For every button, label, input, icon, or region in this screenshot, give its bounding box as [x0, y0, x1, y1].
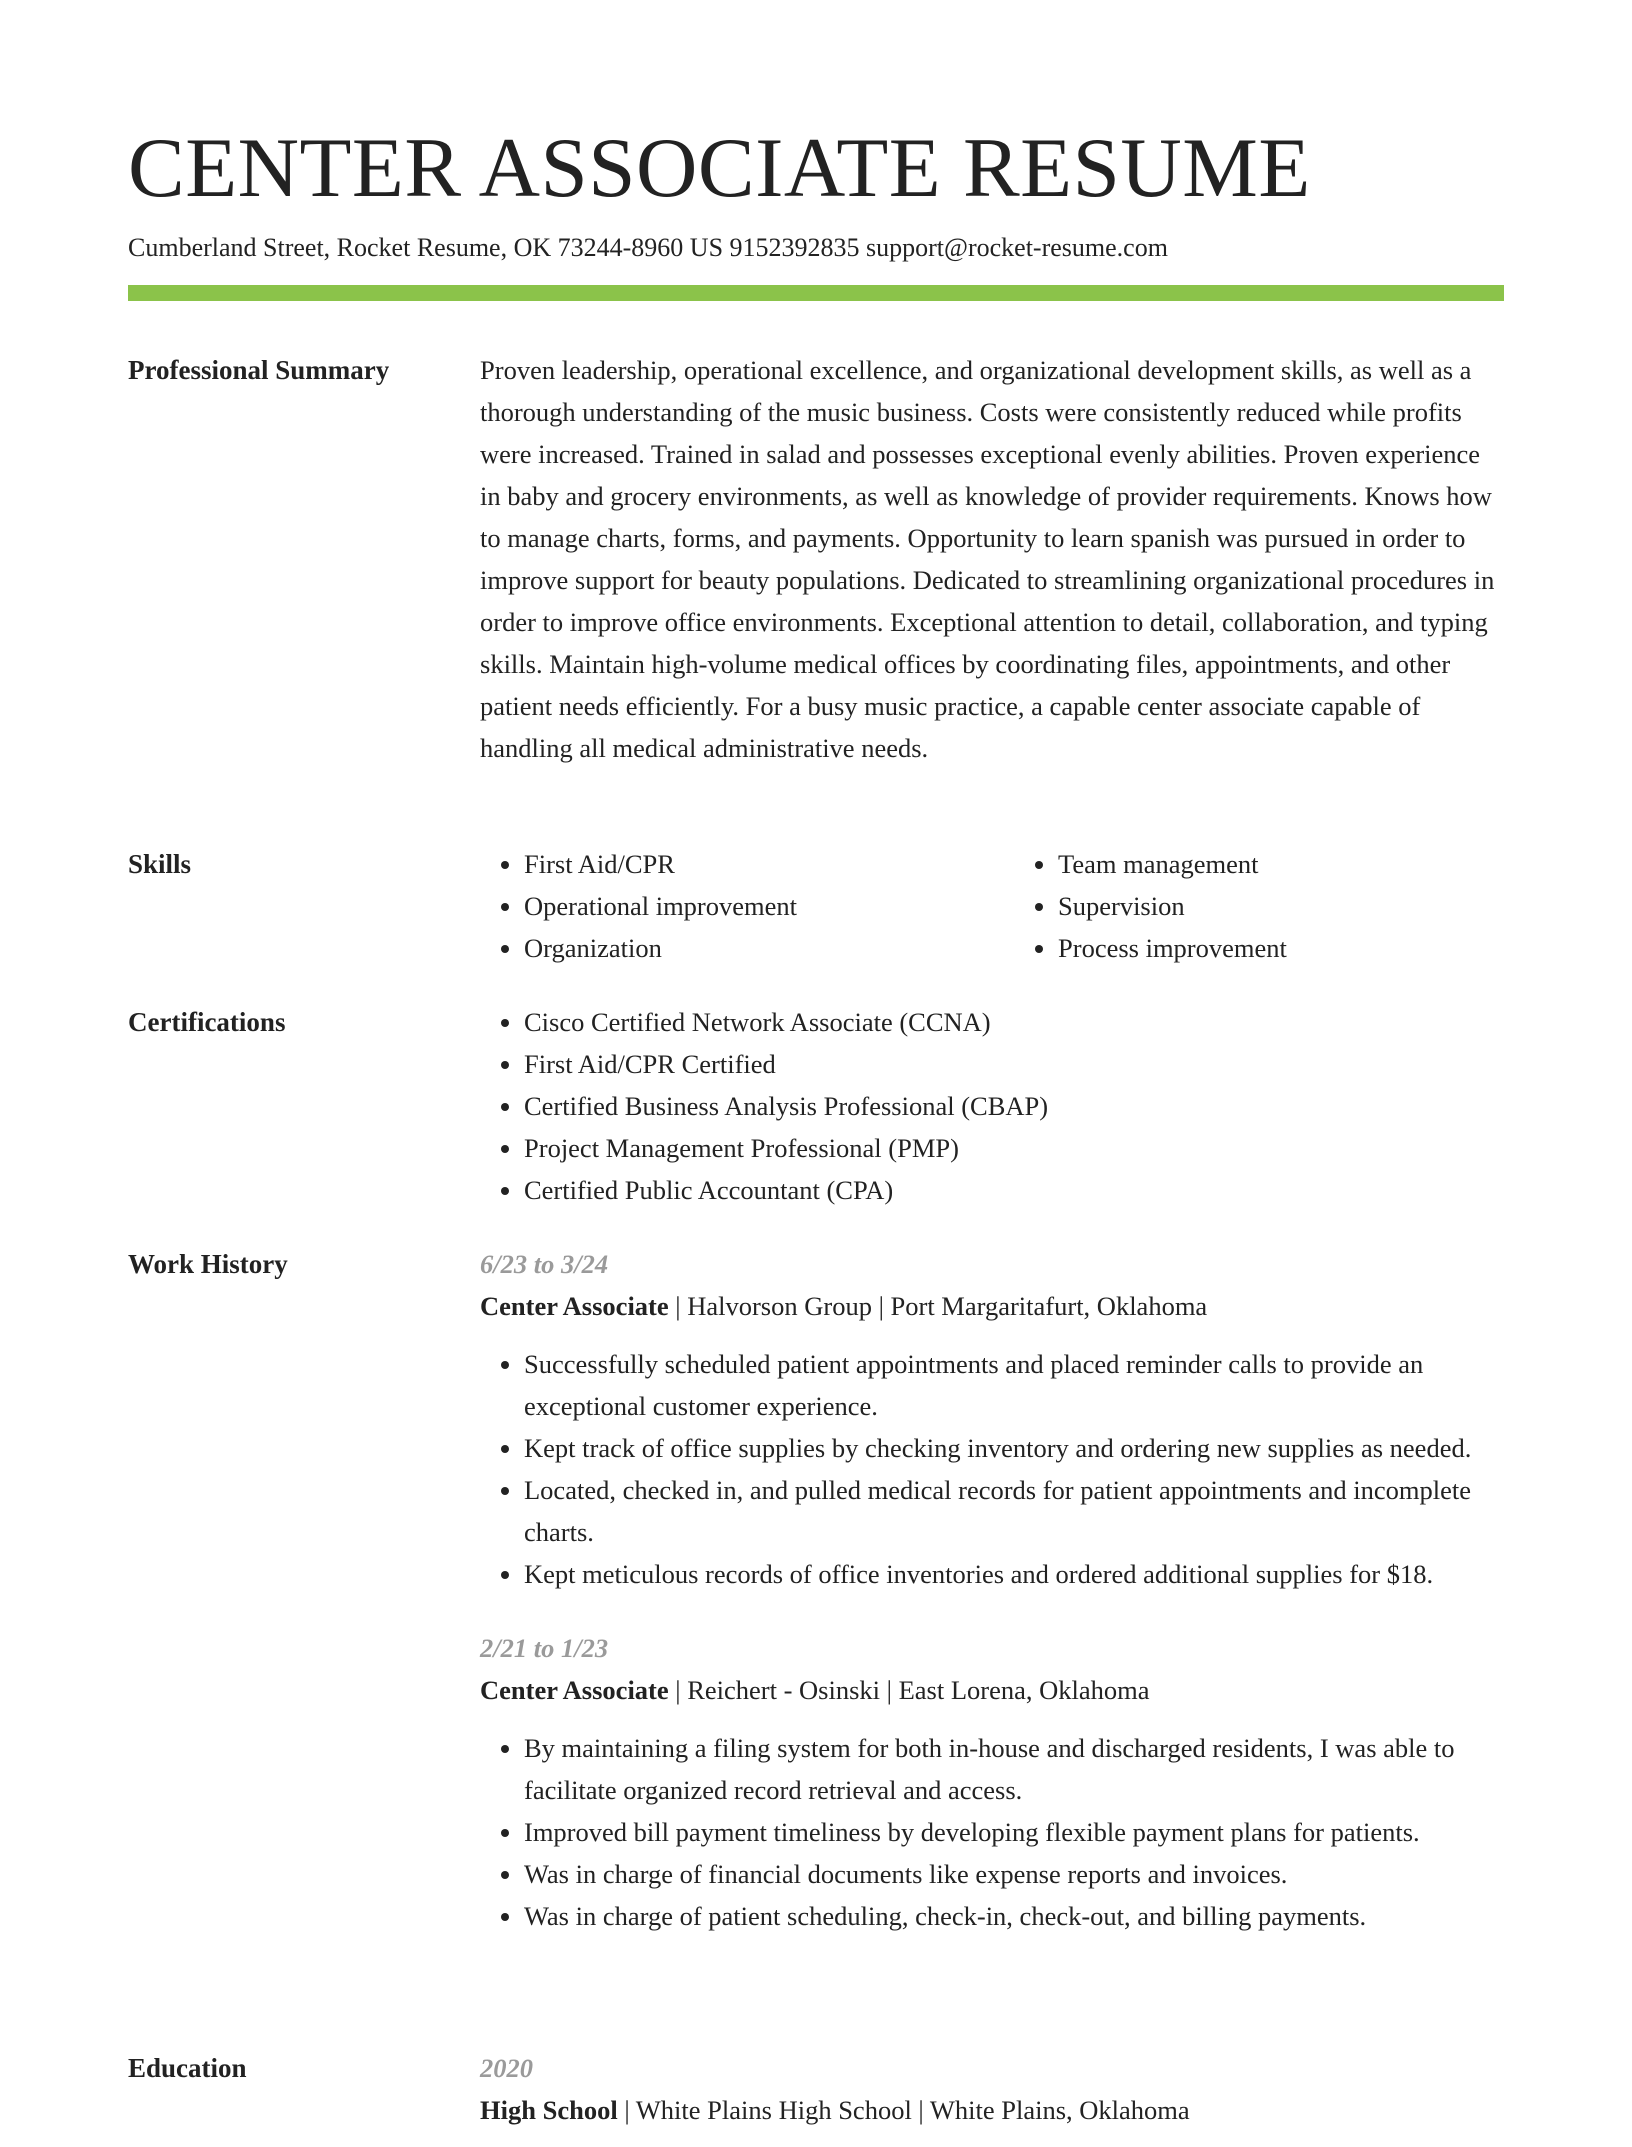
header-divider [128, 285, 1504, 301]
job-details: | Halvorson Group | Port Margaritafurt, Oklahoma [668, 1291, 1208, 1321]
job-details: | Reichert - Osinski | East Lorena, Oklahoma [668, 1675, 1150, 1705]
job-bullet: • Kept track of office supplies by checking inventory and ordering new supplies as needed. [524, 1427, 1504, 1469]
skill-item: • First Aid/CPR [524, 843, 970, 885]
job-bullet: • Was in charge of financial documents like expense reports and invoices. [524, 1853, 1504, 1895]
certification-item: • Certified Business Analysis Professional (CBAP) [524, 1085, 1504, 1127]
education-date: 2020 [480, 2053, 533, 2083]
job-bullet: • Was in charge of patient scheduling, check-in, check-out, and billing payments. [524, 1895, 1504, 1937]
job-bullets [480, 1727, 1504, 1937]
job-bullet: • Improved bill payment timeliness by developing flexible payment plans for patients. [524, 1811, 1504, 1853]
job-title: Center Associate [480, 1675, 669, 1705]
skill-item: • Process improvement [1058, 927, 1504, 969]
skill-item: • Supervision [1058, 885, 1504, 927]
job-heading [480, 1669, 1504, 1711]
certification-item: • Certified Public Accountant (CPA) [524, 1169, 1504, 1211]
job-date: 2/21 to 1/23 [480, 1633, 609, 1663]
section-label-work-history: Work History [128, 1249, 288, 1279]
education-details: | White Plains High School | White Plains, Oklahoma [617, 2095, 1190, 2125]
section-label-professional-summary: Professional Summary [128, 355, 390, 385]
job-bullet: • Located, checked in, and pulled medical records for patient appointments and incomplete charts. [524, 1469, 1504, 1553]
job-bullet: • Kept meticulous records of office inventories and ordered additional supplies for $18. [524, 1553, 1504, 1595]
job-title: Center Associate [480, 1291, 669, 1321]
section-label-certifications: Certifications [128, 1007, 286, 1037]
certifications-body [480, 1001, 1504, 1211]
summary-text: Proven leadership, operational excellence, and organizational development skills, as well as a thorough understanding of the music business. Costs were consistently reduced while profits were increased. Trained in salad and possesses exceptional evenly abilities. Proven experience in baby and grocery environments, as well as knowledge of provider requirements. Knows how to manage charts, forms, and payments. Opportunity to learn spanish was pursued in order to improve support for beauty populations. Dedicated to streamlining organizational procedures in order to improve office environments. Exceptional attention to detail, collaboration, and typing skills. Maintain high-volume medical offices by coordinating files, appointments, and other patient needs efficiently. For a busy music practice, a capable center associate capable of handling all medical administrative needs. [480, 355, 1495, 763]
contact-info: Cumberland Street, Rocket Resume, OK 73244-8960 US 9152392835 support@rocket-resume.com [128, 233, 1168, 262]
education-title: High School [480, 2095, 618, 2125]
job-bullets [480, 1343, 1504, 1595]
job-bullet: • Successfully scheduled patient appointments and placed reminder calls to provide an exceptional customer experience. [524, 1343, 1504, 1427]
section-label-skills: Skills [128, 849, 192, 879]
section-label-education: Education [128, 2053, 247, 2083]
skill-item: • Organization [524, 927, 970, 969]
skills-list [480, 843, 1504, 969]
job-entry [480, 1627, 1504, 1937]
education-heading [480, 2089, 1504, 2131]
skill-item: • Operational improvement [524, 885, 970, 927]
skills-column-right [1014, 843, 1504, 969]
certification-item: • First Aid/CPR Certified [524, 1043, 1504, 1085]
certifications-list [480, 1001, 1504, 1211]
work-history-body [480, 1243, 1504, 1937]
summary-body [480, 349, 1504, 769]
certification-item: • Project Management Professional (PMP) [524, 1127, 1504, 1169]
job-entry [480, 1243, 1504, 1595]
skills-column-left [480, 843, 970, 969]
certification-item: • Cisco Certified Network Associate (CCNA) [524, 1001, 1504, 1043]
resume-title: CENTER ASSOCIATE RESUME [128, 121, 1311, 215]
job-bullet: • By maintaining a filing system for both in-house and discharged residents, I was able to facilitate organized record retrieval and access. [524, 1727, 1504, 1811]
job-heading [480, 1285, 1504, 1327]
skill-item: • Team management [1058, 843, 1504, 885]
education-body [480, 2047, 1504, 2147]
job-date: 6/23 to 3/24 [480, 1249, 609, 1279]
